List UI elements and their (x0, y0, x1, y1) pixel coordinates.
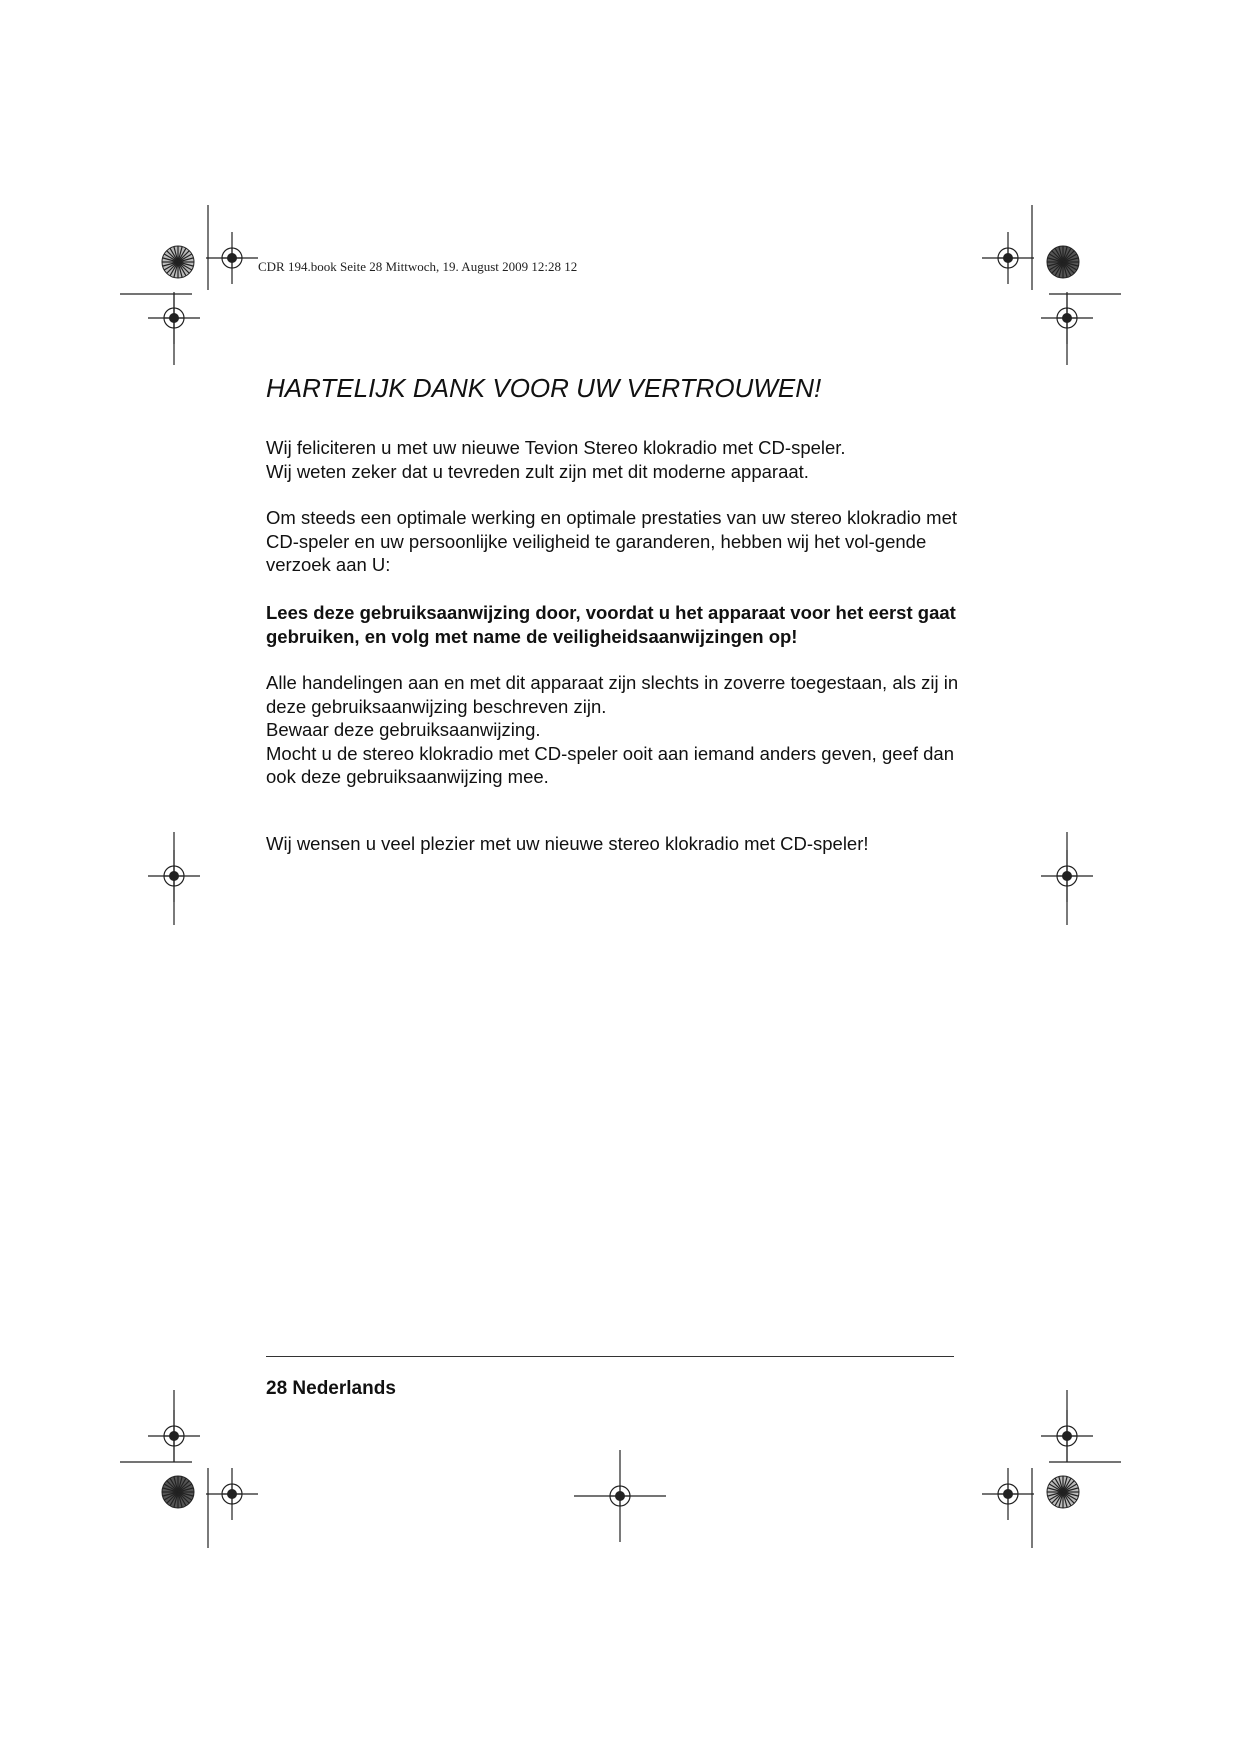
print-job-header: CDR 194.book Seite 28 Mittwoch, 19. August 2009 12:28 12 (258, 259, 578, 274)
request-paragraph: Om steeds een optimale werking en optimale prestaties van uw stereo klokradio met CD-speler en uw persoonlijke veiligheid te garanderen, hebben wij het vol-gende verzoek aan U: (266, 507, 958, 575)
safety-notice: Lees deze gebruiksaanwijzing door, voordat u het apparaat voor het eerst gaat gebruiken, en volg met name de veiligheidsaanwijzingen op! (266, 602, 956, 647)
intro-line-2: Wij weten zeker dat u tevreden zult zijn met dit moderne apparaat. (266, 460, 809, 482)
closing-paragraph: Wij wensen u veel plezier met uw nieuwe stereo klokradio met CD-speler! (266, 833, 869, 854)
intro-line-1: Wij feliciteren u met uw nieuwe Tevion Stereo klokradio met CD-speler. (266, 437, 846, 458)
footer-rule (266, 1356, 954, 1357)
handling-line-3: Mocht u de stereo klokradio met CD-speler ooit aan iemand anders geven, geef dan ook deze gebruiksaanwijzing mee. (266, 742, 954, 787)
handling-line-1: Alle handelingen aan en met dit apparaat zijn slechts in zoverre toegestaan, als zij in deze gebruiksaanwijzing beschreven zijn. (266, 672, 959, 717)
handling-line-2: Bewaar deze gebruiksaanwijzing. (266, 719, 541, 740)
handling-paragraph (266, 671, 966, 789)
intro-paragraph (266, 436, 966, 483)
page-title: HARTELIJK DANK VOOR UW VERTROUWEN! (266, 373, 822, 403)
page-footer: 28 Nederlands (266, 1378, 396, 1399)
